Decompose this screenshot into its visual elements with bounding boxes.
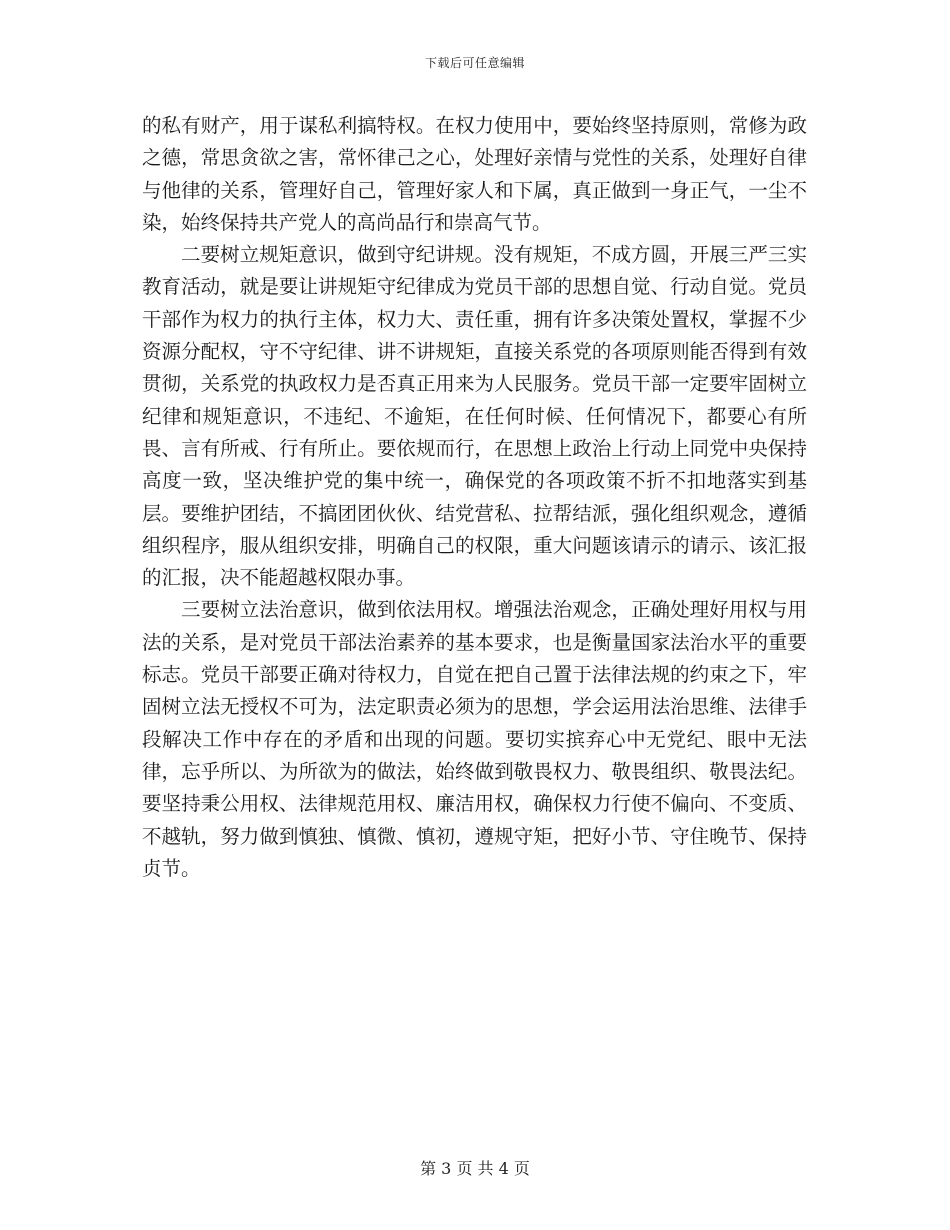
page-header: 下载后可任意编辑 [424, 56, 525, 70]
page-number: 第 3 页 共 4 页 [420, 1159, 530, 1178]
paragraph-rule-of-law: 三要树立法治意识，做到依法用权。增强法治观念，正确处理好用权与用法的关系，是对党员干部法治素养的基本要求，也是衡量国家法治水平的重要标志。党员干部要正确对待权力，自觉在把自己置于法律法规的约束之下，牢固树立法无授权不可为，法定职责必须为的思想，学会运用法治思维、法律手段解决工作中存在的矛盾和出现的问题。要切实摈弃心中无党纪、眼中无法律，忘乎所以、为所欲为的做法，始终做到敬畏权力、敬畏组织、敬畏法纪。要坚持秉公用权、法律规范用权、廉洁用权，确保权力行使不偏向、不变质、不越轨，努力做到慎独、慎微、慎初，遵规守矩，把好小节、守住晚节、保持贞节。 [142, 598, 807, 880]
paragraph-rules-awareness: 二要树立规矩意识，做到守纪讲规。没有规矩，不成方圆，开展三严三实教育活动，就是要让讲规矩守纪律成为党员干部的思想自觉、行动自觉。党员干部作为权力的执行主体，权力大、责任重，拥有许多决策处置权，掌握不少资源分配权，守不守纪律、讲不讲规矩，直接关系党的各项原则能否得到有效贯彻，关系党的执政权力是否真正用来为人民服务。党员干部一定要牢固树立纪律和规矩意识，不违纪、不逾矩，在任何时候、任何情况下，都要心有所畏、言有所戒、行有所止。要依规而行，在思想上政治上行动上同党中央保持高度一致，坚决维护党的集中统一，确保党的各项政策不折不扣地落实到基层。要维护团结，不搞团团伙伙、结党营私、拉帮结派，强化组织观念，遵循组织程序，服从组织安排，明确自己的权限，重大问题该请示的请示、该汇报的汇报，决不能超越权限办事。 [142, 243, 807, 590]
document-body [142, 110, 807, 885]
paragraph-continuation: 的私有财产，用于谋私利搞特权。在权力使用中，要始终坚持原则，常修为政之德，常思贪欲之害，常怀律己之心，处理好亲情与党性的关系，处理好自律与他律的关系，管理好自己，管理好家人和下属，真正做到一身正气，一尘不染，始终保持共产党人的高尚品行和崇高气节。 [142, 114, 807, 234]
